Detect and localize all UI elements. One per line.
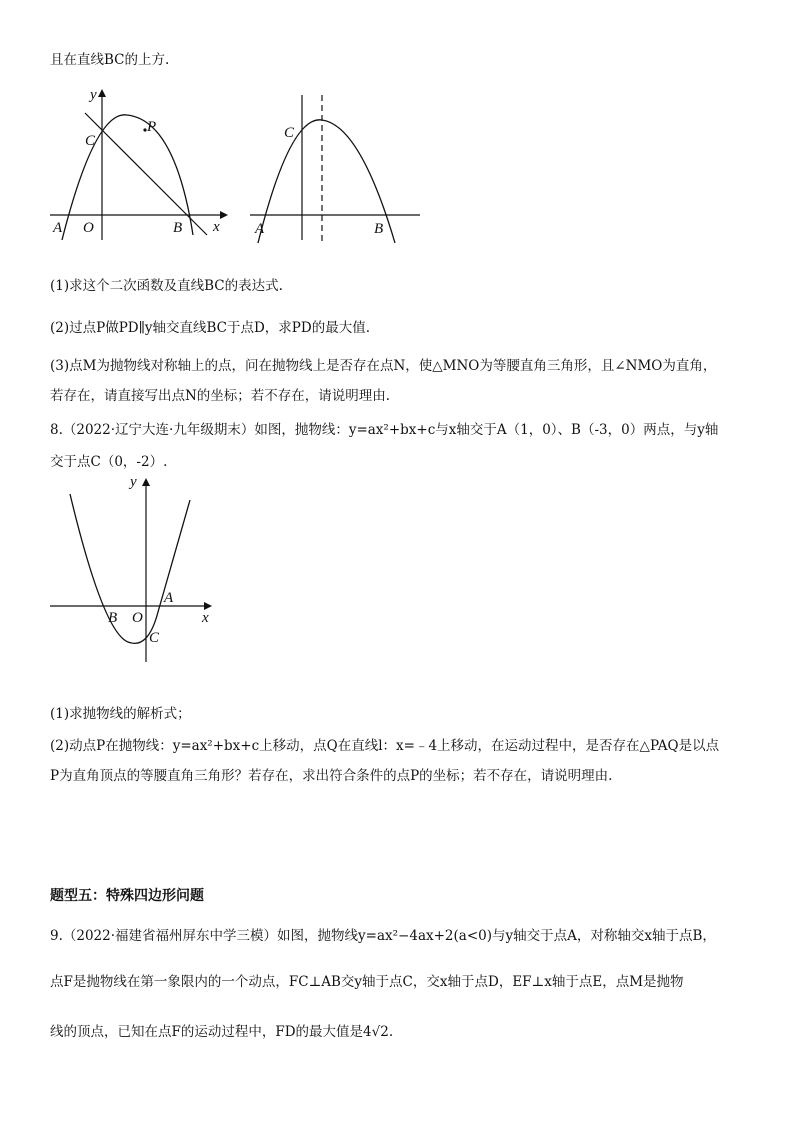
problem-8-question-2-line-2: P为直角顶点的等腰直角三角形？若存在，求出符合条件的点P的坐标；若不存在，请说明理由. xyxy=(50,768,613,784)
fig1-line-bc xyxy=(85,113,207,235)
fig3-parabola xyxy=(70,494,190,643)
text-line-top: 且在直线BC的上方. xyxy=(50,52,170,68)
fig3-label-y: y xyxy=(130,474,137,490)
question-3-line-1: (3)点M为抛物线对称轴上的点，问在抛物线上是否存在点N，使△MNO为等腰直角三角形，且∠NMO为直角， xyxy=(50,358,717,374)
fig3-label-x: x xyxy=(202,610,209,626)
fig2-label-c: C xyxy=(284,125,295,141)
figure-2 xyxy=(250,95,430,245)
problem-9-line-1: 9.（2022·福建省福州屏东中学三模）如图，抛物线y=ax²−4ax+2(a<0)与y轴交于点A，对称轴交x轴于点B， xyxy=(50,928,716,944)
figure-3 xyxy=(48,472,228,672)
problem-9-line-2: 点F是抛物线在第一象限内的一个动点，FC⊥AB交y轴于点C，交x轴于点D，EF⊥x轴于点E，点M是抛物 xyxy=(50,974,684,990)
fig1-label-p: P xyxy=(147,119,157,135)
fig1-x-arrow xyxy=(220,211,228,219)
fig2-label-a: A xyxy=(255,221,265,237)
problem-9-line-3: 线的顶点，已知在点F的运动过程中，FD的最大值是4√2. xyxy=(50,1024,394,1040)
fig1-label-b: B xyxy=(173,220,183,236)
figure-1 xyxy=(45,85,235,245)
problem-8-line-2: 交于点C（0，-2）. xyxy=(50,454,168,470)
fig3-y-arrow xyxy=(142,478,150,486)
fig3-label-c: C xyxy=(149,630,160,646)
fig1-y-arrow xyxy=(98,89,106,97)
fig1-label-c: C xyxy=(85,133,96,149)
fig1-label-x: x xyxy=(213,219,220,235)
question-1: (1)求这个二次函数及直线BC的表达式. xyxy=(50,278,283,294)
section-heading: 题型五：特殊四边形问题 xyxy=(50,888,204,904)
fig2-label-b: B xyxy=(374,221,384,237)
problem-8-question-2-line-1: (2)动点P在抛物线：y=ax²+bx+c上移动，点Q在直线l：x=﹣4上移动，在运动过程中，是否存在△PAQ是以点 xyxy=(50,738,720,754)
question-3-line-2: 若存在，请直接写出点N的坐标；若不存在，请说明理由. xyxy=(50,388,391,404)
fig3-label-o: O xyxy=(132,610,143,626)
problem-8-question-1: (1)求抛物线的解析式； xyxy=(50,706,191,722)
question-2: (2)过点P做PD∥y轴交直线BC于点D，求PD的最大值. xyxy=(50,320,370,336)
problem-8-line-1: 8.（2022·辽宁大连·九年级期末）如图，抛物线：y=ax²+bx+c与x轴交于A（1，0）、B（-3，0）两点，与y轴 xyxy=(50,422,719,438)
fig1-label-o: O xyxy=(83,220,94,236)
fig1-label-y: y xyxy=(90,87,97,103)
fig3-label-b: B xyxy=(108,610,118,626)
fig1-label-a: A xyxy=(53,220,63,236)
fig3-x-arrow xyxy=(204,602,212,610)
fig3-label-a: A xyxy=(164,590,174,606)
